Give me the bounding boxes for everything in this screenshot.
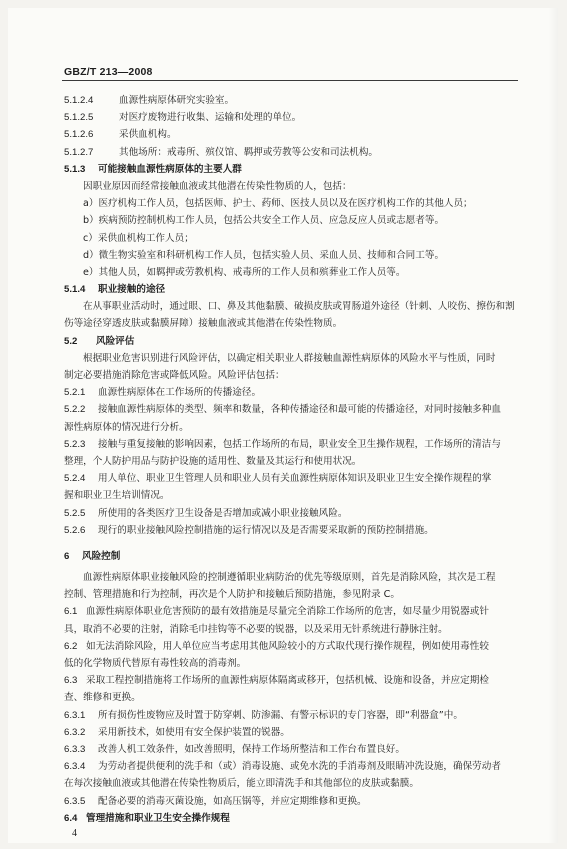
paragraph: 血源性病原体职业接触风险的控制遵循职业病防治的优先等级原则，首先是消除风险，其次是工程 <box>83 572 496 584</box>
chapter-heading-6: 6 风险控制 <box>64 550 121 562</box>
heading-6-4: 6.4 管理措施和职业卫生安全操作规程 <box>64 812 230 824</box>
clause-6-3-3: 6.3.3 改善人机工效条件，如改善照明，保持工作场所整洁和工作台布置良好。 <box>64 743 405 755</box>
heading-5-1-3: 5.1.3 可能接触血源性病原体的主要人群 <box>64 163 242 175</box>
list-item-c: c）采供血机构工作人员； <box>83 232 194 244</box>
clause-continued: 源性病原体的情况进行分析。 <box>64 421 189 433</box>
paragraph: 因职业原因而经常接触血液或其他潜在传染性物质的人，包括： <box>83 180 352 192</box>
clause-5-2-5: 5.2.5 所使用的各类医疗卫生设备是否增加或减小职业接触风险。 <box>64 507 348 519</box>
clause-6-3: 6.3 采取工程控制措施将工作场所的血源性病原体隔离或移开，包括机械、设施和设备，并应定期检 <box>64 675 489 687</box>
document-body <box>64 92 530 827</box>
clause-6-1: 6.1 血源性病原体职业危害预防的最有效措施是尽量完全消除工作场所的危害，如尽量少用锐器或针 <box>64 606 489 618</box>
list-item-e: e）其他人员，如羁押或劳教机构、戒毒所的工作人员和殡葬业工作人员等。 <box>83 266 406 278</box>
list-item-d: d）微生物实验室和科研机构工作人员，包括实验人员、采血人员、技师和合同工等。 <box>83 249 445 261</box>
clause-5-1-2-7: 5.1.2.7 其他场所：戒毒所、殡仪馆、羁押或劳教等公安和司法机构。 <box>64 146 379 158</box>
clause-6-3-4: 6.3.4 为劳动者提供便利的洗手和（或）消毒设施、或免水洗的手消毒剂及眼睛冲洗设施，确保劳动者 <box>64 761 501 773</box>
clause-6-3-2: 6.3.2 采用新技术，如使用有安全保护装置的锐器。 <box>64 726 290 738</box>
heading-5-1-4: 5.1.4 职业接触的途径 <box>64 284 166 296</box>
clause-5-1-2-4: 5.1.2.4 血源性病原体研究实验室。 <box>64 95 235 106</box>
clause-6-2: 6.2 如无法消除风险，用人单位应当考虑用其他风险较小的方式取代现行操作规程，例如使用毒性较 <box>64 640 489 652</box>
document-page <box>8 8 558 843</box>
clause-5-2-3: 5.2.3 接触与重复接触的影响因素，包括工作场所的布局，职业安全卫生操作规程，工作场所的清洁与 <box>64 438 501 450</box>
clause-continued: 在每次接触血液或其他潜在传染性物质后，能立即清洗手和其他部位的皮肤或黏膜。 <box>64 778 419 790</box>
clause-5-2-1: 5.2.1 血源性病原体在工作场所的传播途径。 <box>64 387 262 399</box>
clause-5-2-4: 5.2.4 用人单位、职业卫生管理人员和职业人员有关血源性病原体知识及职业卫生安全操作规程的掌 <box>64 473 492 485</box>
clause-5-1-2-6: 5.1.2.6 采供血机构。 <box>64 129 177 141</box>
header-rule <box>62 80 518 81</box>
paragraph-continued: 伤等途径穿透皮肤或黏膜屏障）接触血液或其他潜在传染性物质。 <box>64 318 343 330</box>
paragraph-continued: 控制、管理措施和行为控制，再次是个人防护和接触后预防措施，参见附录 C。 <box>64 589 400 601</box>
clause-continued: 低的化学物质代替原有毒性较高的消毒剂。 <box>64 658 247 669</box>
list-item-b: b）疾病预防控制机构工作人员，包括公共安全工作人员、应急反应人员或志愿者等。 <box>83 215 445 227</box>
page-number: 4 <box>72 828 77 839</box>
paragraph: 在从事职业活动时，通过眼、口、鼻及其他黏膜、破损皮肤或胃肠道外途径（针刺、人咬伤、擦伤和割 <box>83 301 515 313</box>
document-code: GBZ/T 213—2008 <box>64 66 153 78</box>
paragraph-continued: 制定必要措施消除危害或降低风险。风险评估包括： <box>64 370 285 381</box>
clause-6-3-5: 6.3.5 配备必要的消毒灭菌设施，如高压锅等，并应定期维修和更换。 <box>64 795 367 807</box>
clause-6-3-1: 6.3.1 所有损伤性废物应及时置于防穿刺、防渗漏、有警示标识的专门容器，即“利器盒”中。 <box>64 709 463 721</box>
clause-continued: 具，取消不必要的注射，消除毛巾挂钩等不必要的锐器，以及采用无针系统进行静脉注射。 <box>64 623 448 635</box>
list-item-a: a）医疗机构工作人员，包括医师、护士、药师、医技人员以及在医疗机构工作的其他人员； <box>83 198 473 210</box>
clause-5-2-6: 5.2.6 现行的职业接触风险控制措施的运行情况以及是否需要采取新的预防控制措施。 <box>64 524 434 536</box>
paragraph: 根据职业危害识别进行风险评估，以确定相关职业人群接触血源性病原体的风险水平与性质，同时 <box>83 352 496 364</box>
clause-5-1-2-5: 5.1.2.5 对医疗废物进行收集、运输和处理的单位。 <box>64 112 302 124</box>
clause-continued: 查、维修和更换。 <box>64 692 141 704</box>
clause-continued: 整理，个人防护用品与防护设施的适用性、数量及其运行和使用状况。 <box>64 455 362 467</box>
heading-5-2: 5.2 风险评估 <box>64 335 135 347</box>
clause-continued: 握和职业卫生培训情况。 <box>64 490 170 502</box>
clause-5-2-2: 5.2.2 接触血源性病原体的类型、频率和数量，各种传播途径和最可能的传播途径，对同时接触多种血 <box>64 404 501 416</box>
